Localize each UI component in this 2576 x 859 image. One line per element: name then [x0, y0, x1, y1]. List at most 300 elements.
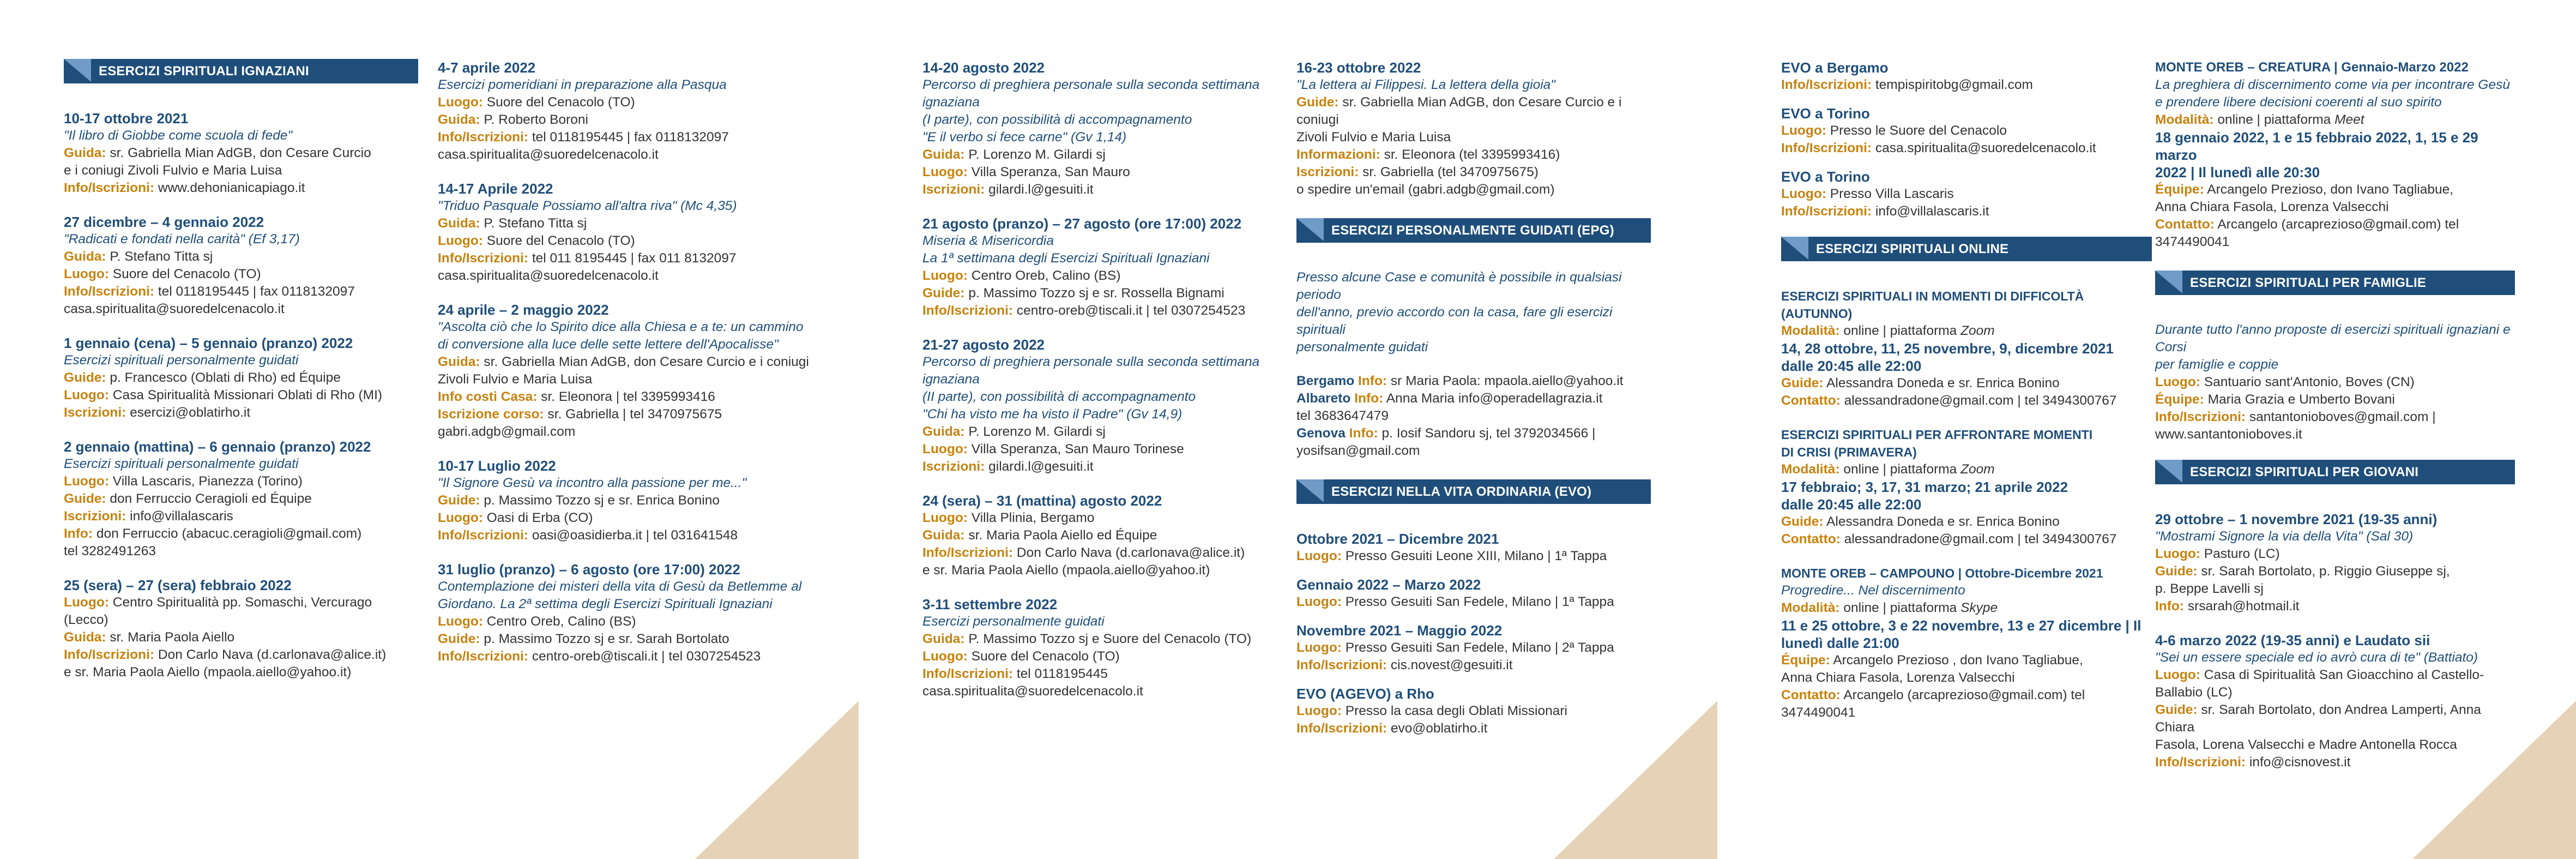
field-value: e i coniugi Zivoli Fulvio e Maria Luisa	[64, 163, 282, 178]
field-value: esercizi@oblatirho.it	[126, 405, 251, 420]
platform-name: Skype	[1960, 600, 1998, 615]
entry-title: MONTE OREB – CREATURA | Gennaio-Marzo 2022	[2155, 60, 2469, 75]
entry-title: 3-11 settembre 2022	[922, 596, 1058, 612]
entry-subtitle: "Il libro di Giobbe come scuola di fede"	[64, 128, 293, 143]
field-label: Luogo:	[438, 95, 483, 110]
entry-title: 14-20 agosto 2022	[922, 59, 1045, 76]
platform-name: Zoom	[1960, 323, 1995, 338]
entry-title: 1 gennaio (cena) – 5 gennaio (pranzo) 2022	[64, 335, 353, 351]
entry-subtitle: (II parte), con possibilità di accompagnamento	[922, 389, 1196, 404]
field-value: Suore del Cenacolo (TO)	[968, 649, 1120, 664]
field-value: e sr. Maria Paola Aiello (mpaola.aiello@yahoo.it)	[922, 563, 1210, 578]
field-value: Santuario sant'Antonio, Boves (CN)	[2200, 375, 2415, 389]
entry-subtitle: Esercizi pomeridiani in preparazione alla Pasqua	[438, 77, 727, 92]
field-value: e sr. Maria Paola Aiello (mpaola.aiello@yahoo.it)	[64, 665, 352, 680]
field-value: don Ferruccio (abacuc.ceragioli@gmail.com)	[93, 526, 362, 541]
field-value: P. Stefano Titta sj	[106, 249, 213, 264]
field-value: Arcangelo Prezioso, don Ivano Tagliabue,	[2204, 182, 2454, 197]
field-label: Info:	[64, 526, 93, 541]
field-value: srsarah@hotmail.it	[2184, 599, 2300, 614]
field-value: evo@oblatirho.it	[1387, 721, 1488, 736]
field-value: centro-oreb@tiscali.it | tel 0307254523	[528, 649, 761, 664]
field-label: Iscrizioni:	[1296, 165, 1359, 179]
entry-title: (AUTUNNO)	[1781, 307, 1853, 321]
city-label: Bergamo	[1296, 374, 1355, 388]
field-label: Guide:	[1781, 376, 1824, 391]
retreat-entry	[922, 59, 1293, 199]
field-value: tel 3683647479	[1296, 409, 1389, 423]
retreat-entry	[922, 596, 1293, 700]
entry-subtitle: Percorso di preghiera personale sulla seconda settimana ignaziana	[922, 77, 1260, 110]
column-5	[1781, 59, 2152, 738]
field-value: casa.spiritualita@suoredelcenacolo.it	[438, 147, 659, 162]
field-value: www.dehonianicapiago.it	[154, 181, 305, 195]
field-label: Luogo:	[64, 474, 109, 489]
section-header: ESERCIZI PERSONALMENTE GUIDATI (EPG)	[1296, 218, 1651, 243]
field-value: Arcangelo (arcaprezioso@gmail.com) tel 3474490041	[2155, 217, 2459, 249]
field-label: Informazioni:	[1296, 147, 1380, 162]
field-value: gilardi.l@gesuiti.it	[985, 459, 1094, 474]
entry-title: Ottobre 2021 – Dicembre 2021	[1296, 531, 1499, 547]
field-label: Info/Iscrizioni:	[64, 284, 155, 299]
entry-title: 24 aprile – 2 maggio 2022	[438, 302, 609, 318]
field-value: tel 0118195445 | fax 0118132097	[154, 284, 355, 299]
field-label: Luogo:	[1781, 123, 1826, 138]
field-label: Luogo:	[64, 388, 109, 403]
field-value: don Ferruccio Ceragioli ed Équipe	[106, 491, 312, 506]
field-label: Luogo:	[1296, 640, 1342, 655]
field-value: gilardi.l@gesuiti.it	[985, 182, 1094, 197]
field-value: Don Carlo Nava (d.carlonava@alice.it)	[154, 647, 387, 662]
entry-subtitle: personalmente guidati	[1296, 340, 1428, 355]
field-value: info@villalascaris.it	[1872, 204, 1989, 219]
field-label: Luogo:	[64, 267, 109, 281]
section-header: ESERCIZI SPIRITUALI PER FAMIGLIE	[2155, 271, 2515, 295]
field-label: Contatto:	[1781, 688, 1841, 702]
entry-title: 10-17 ottobre 2021	[64, 110, 189, 127]
field-value: casa.spiritualita@suoredelcenacolo.it	[1872, 141, 2096, 155]
retreat-entry	[1781, 168, 2152, 220]
field-label: Iscrizioni:	[922, 182, 985, 197]
field-value: Oasi di Erba (CO)	[483, 510, 593, 525]
field-value: Anna Maria info@operadellagrazia.it	[1383, 391, 1603, 406]
field-label: Luogo:	[438, 510, 483, 525]
field-value: online | piattaforma	[1839, 323, 1961, 338]
field-value: Presso Gesuiti San Fedele, Milano | 2ª Tappa	[1342, 640, 1614, 655]
field-label: Info costi Casa:	[438, 389, 538, 404]
field-value: Suore del Cenacolo (TO)	[109, 267, 261, 281]
field-label: Luogo:	[1296, 549, 1342, 563]
retreat-entry	[2155, 321, 2515, 443]
schedule: dalle 20:45 alle 22:00	[1781, 496, 1922, 513]
entry-title: EVO a Bergamo	[1781, 59, 1889, 76]
field-label: Info/Iscrizioni:	[64, 181, 155, 195]
field-value: sr Maria Paola: mpaola.aiello@yahoo.it	[1387, 374, 1624, 388]
platform-name: Zoom	[1960, 462, 1995, 477]
field-value: P. Lorenzo M. Gilardi sj	[964, 424, 1106, 439]
retreat-entry	[438, 561, 830, 665]
field-value: Anna Chiara Fasola, Lorenza Valsecchi	[1781, 670, 2015, 685]
field-value: p. Iosif Sandoru sj, tel 3792034566 |	[1378, 426, 1596, 441]
retreat-entry	[438, 301, 830, 441]
entry-subtitle: "Mostrami Signore la via della Vita" (Sal 30)	[2155, 529, 2414, 544]
retreat-entry	[1781, 105, 2152, 157]
field-label: Luogo:	[2155, 375, 2200, 389]
entry-title: EVO a Torino	[1781, 169, 1870, 185]
retreat-entry	[2155, 59, 2515, 251]
field-label: Info/Iscrizioni:	[64, 647, 155, 662]
schedule: dalle 20:45 alle 22:00	[1781, 358, 1922, 374]
field-value: Pasturo (LC)	[2200, 546, 2280, 561]
field-value: Alessandra Doneda e sr. Enrica Bonino	[1823, 376, 2060, 391]
field-label: Iscrizione corso:	[438, 407, 544, 422]
entry-title: 21-27 agosto 2022	[922, 337, 1045, 353]
field-label: Guida:	[64, 146, 106, 160]
entry-subtitle: e prendere libere decisioni coerenti al suo spirito	[2155, 95, 2442, 110]
field-value: sr. Gabriella Mian AdGB, don Cesare Curcio e i coniugi	[1296, 95, 1622, 127]
field-label: Info:	[2155, 599, 2185, 614]
field-label: Luogo:	[922, 165, 968, 179]
field-value: casa.spiritualita@suoredelcenacolo.it	[922, 684, 1143, 699]
field-label: Guida:	[64, 630, 106, 645]
retreat-entry	[438, 457, 830, 544]
field-value: sr. Gabriella (tel 3470975675)	[1359, 165, 1539, 179]
field-label: Guida:	[438, 112, 480, 127]
field-value: cis.novest@gesuiti.it	[1387, 658, 1513, 672]
field-value: Centro Oreb, Calino (BS)	[968, 268, 1121, 283]
field-value: online | piattaforma	[2213, 112, 2335, 127]
platform-name: Meet	[2334, 112, 2364, 127]
field-value: Suore del Cenacolo (TO)	[483, 233, 635, 248]
schedule: 14, 28 ottobre, 11, 25 novembre, 9, dicembre 2021	[1781, 340, 2114, 357]
field-value: tel 0118195445 | fax 0118132097	[528, 130, 729, 145]
field-value: casa.spiritualita@suoredelcenacolo.it	[64, 302, 285, 316]
field-label: Guide:	[922, 286, 965, 301]
field-value: tel 3282491263	[64, 544, 156, 558]
field-value: sr. Gabriella Mian AdGB, don Cesare Curcio	[106, 146, 371, 160]
field-value: Presso Gesuiti San Fedele, Milano | 1ª Tappa	[1342, 594, 1614, 609]
field-value: Presso le Suore del Cenacolo	[1826, 123, 2007, 138]
entry-title: Novembre 2021 – Maggio 2022	[1296, 622, 1503, 639]
field-label: Iscrizioni:	[64, 405, 126, 420]
column-1	[64, 59, 418, 698]
field-label: Guida:	[64, 249, 106, 264]
field-label: Luogo:	[922, 510, 968, 525]
field-label: Contatto:	[1781, 393, 1841, 408]
field-label: Info:	[1345, 426, 1378, 441]
field-value: p. Beppe Lavelli sj	[2155, 581, 2264, 596]
schedule: 11 e 25 ottobre, 3 e 22 novembre, 13 e 27 dicembre | Il	[1781, 617, 2141, 634]
field-label: Modalità:	[1781, 462, 1840, 477]
field-label: Info:	[1354, 374, 1387, 388]
field-label: Luogo:	[438, 614, 483, 629]
field-label: Guide:	[438, 493, 480, 508]
retreat-entry	[64, 334, 418, 422]
field-value: Villa Speranza, San Mauro	[968, 165, 1130, 179]
field-label: Info/Iscrizioni:	[922, 666, 1013, 681]
field-label: Info/Iscrizioni:	[1781, 77, 1872, 92]
entry-subtitle: Esercizi spirituali personalmente guidati	[64, 456, 299, 471]
field-label: Info/Iscrizioni:	[922, 545, 1013, 560]
field-label: Équipe:	[2155, 392, 2204, 407]
field-value: gabri.adgb@gmail.com	[438, 424, 576, 439]
field-label: Modalità:	[2155, 112, 2214, 127]
retreat-entry	[922, 336, 1293, 476]
entry-subtitle: "Triduo Pasquale Possiamo all'altra riva" (Mc 4,35)	[438, 199, 737, 213]
field-value: casa.spiritualita@suoredelcenacolo.it	[438, 268, 659, 283]
entry-subtitle: "Sei un essere speciale ed io avrò cura di te" (Battiato)	[2155, 650, 2478, 665]
retreat-entry	[2155, 510, 2515, 615]
retreat-entry	[1296, 576, 1651, 611]
entry-subtitle: "Radicati e fondati nella carità" (Ef 3,17)	[64, 232, 300, 247]
field-label: Info/Iscrizioni:	[1296, 721, 1387, 736]
field-label: Guida:	[922, 424, 965, 439]
field-value: info@cisnovest.it	[2246, 755, 2351, 770]
entry-title: 27 dicembre – 4 gennaio 2022	[64, 214, 264, 230]
section-header: ESERCIZI SPIRITUALI ONLINE	[1781, 237, 2152, 261]
field-value: p. Francesco (Oblati di Rho) ed Équipe	[106, 370, 341, 385]
entry-subtitle: (I parte), con possibilità di accompagnamento	[922, 112, 1192, 127]
entry-subtitle: di conversione alla luce delle sette lettere dell'Apocalisse"	[438, 337, 779, 352]
field-label: Guide:	[1781, 514, 1824, 529]
field-value: Maria Grazia e Umberto Bovani	[2204, 392, 2395, 407]
field-value: Villa Plinia, Bergamo	[968, 510, 1095, 525]
field-label: Guida:	[922, 528, 965, 543]
field-value: online | piattaforma	[1839, 600, 1961, 615]
entry-title: 25 (sera) – 27 (sera) febbraio 2022	[64, 577, 292, 593]
retreat-entry	[2155, 632, 2515, 771]
field-label: Guida:	[922, 147, 965, 162]
field-label: Luogo:	[1296, 704, 1342, 718]
field-value: oasi@oasidierba.it | tel 031641548	[528, 528, 738, 543]
field-value: Suore del Cenacolo (TO)	[483, 95, 635, 110]
section-intro	[1296, 269, 1651, 356]
retreat-entry	[1781, 59, 2152, 94]
field-value: sr. Gabriella | tel 3470975675	[544, 407, 722, 422]
field-label: Guide:	[64, 370, 106, 385]
retreat-entry	[1781, 564, 2152, 722]
field-label: Luogo:	[438, 233, 483, 248]
field-value: Casa di Spiritualità San Gioacchino al Castello-Ballabio (LC)	[2155, 668, 2484, 700]
field-value: santantonioboves@gmail.com |	[2246, 410, 2436, 424]
field-value: sr. Maria Paola Aiello	[106, 630, 235, 645]
field-label: Info/Iscrizioni:	[438, 130, 529, 145]
field-value: www.santantonioboves.it	[2155, 427, 2302, 442]
field-label: Luogo:	[1296, 594, 1342, 609]
field-label: Guida:	[922, 632, 965, 646]
entry-title: 14-17 Aprile 2022	[438, 181, 553, 197]
field-value: sr. Eleonora (tel 3395993416)	[1380, 147, 1560, 162]
entry-subtitle: Presso alcune Case e comunità è possibile in qualsiasi periodo	[1296, 270, 1622, 302]
field-label: Guide:	[1296, 95, 1339, 110]
field-label: Guide:	[2155, 564, 2198, 579]
field-value: tempispiritobg@gmail.com	[1872, 77, 2033, 92]
entry-subtitle: Contemplazione dei misteri della vita di Gesù da Betlemme al	[438, 579, 802, 594]
field-label: Équipe:	[1781, 653, 1830, 668]
field-label: Contatto:	[2155, 217, 2215, 232]
field-label: Info/Iscrizioni:	[2155, 755, 2246, 770]
field-value: Zivoli Fulvio e Maria Luisa	[1296, 130, 1451, 145]
field-label: Info/Iscrizioni:	[438, 251, 529, 266]
entry-title: 21 agosto (pranzo) – 27 agosto (ore 17:00) 2022	[922, 215, 1242, 232]
entry-subtitle: per famiglie e coppie	[2155, 357, 2279, 372]
entry-title: EVO a Torino	[1781, 105, 1870, 122]
field-value: Presso la casa degli Oblati Missionari	[1342, 704, 1567, 718]
retreat-entry	[1296, 373, 1651, 460]
retreat-entry	[438, 180, 830, 285]
entry-subtitle: Miseria & Misericordia	[922, 233, 1054, 248]
field-value: P. Roberto Boroni	[480, 112, 588, 127]
field-value: Centro Oreb, Calino (BS)	[483, 614, 636, 629]
panel-1	[0, 0, 859, 859]
field-label: Info/Iscrizioni:	[1781, 141, 1872, 155]
field-value: tel 011 8195445 | fax 011 8132097	[528, 251, 737, 266]
entry-title: 10-17 Luglio 2022	[438, 458, 556, 474]
city-label: Genova	[1296, 426, 1346, 441]
field-label: Guide:	[438, 632, 480, 646]
field-value: Presso Villa Lascaris	[1826, 187, 1954, 201]
entry-title: 4-7 aprile 2022	[438, 59, 536, 76]
field-value: online | piattaforma	[1839, 462, 1961, 477]
entry-subtitle: Esercizi personalmente guidati	[922, 614, 1105, 629]
retreat-entry	[438, 59, 830, 164]
field-label: Luogo:	[922, 442, 968, 456]
field-value: P. Massimo Tozzo sj e Suore del Cenacolo (TO)	[964, 632, 1252, 646]
entry-subtitle: La 1ª settimana degli Esercizi Spirituali Ignaziani	[922, 251, 1210, 266]
field-label: Info/Iscrizioni:	[1781, 204, 1872, 219]
field-label: Info/Iscrizioni:	[1296, 658, 1387, 672]
entry-subtitle: Giordano. La 2ª settima degli Esercizi Spirituali Ignaziani	[438, 597, 773, 611]
retreat-entry	[1781, 287, 2152, 410]
field-value: P. Lorenzo M. Gilardi sj	[964, 147, 1106, 162]
field-value: Fasola, Lorena Valsecchi e Madre Antonella Rocca	[2155, 737, 2457, 752]
entry-title: Gennaio 2022 – Marzo 2022	[1296, 576, 1481, 593]
retreat-entry	[1296, 685, 1651, 737]
field-value: alessandradone@gmail.com | tel 3494300767	[1840, 532, 2117, 546]
field-label: Info/Iscrizioni:	[438, 649, 529, 664]
entry-subtitle: "E il verbo si fece carne" (Gv 1,14)	[922, 130, 1127, 145]
entry-subtitle: La preghiera di discernimento come via per incontrare Gesù	[2155, 77, 2510, 92]
field-value: centro-oreb@tiscali.it | tel 0307254523	[1013, 303, 1246, 318]
entry-title: 4-6 marzo 2022 (19-35 anni) e Laudato sii	[2155, 632, 2430, 648]
field-value: Arcangelo (arcaprezioso@gmail.com) tel 3474490041	[1781, 688, 2085, 720]
entry-subtitle: dell'anno, previo accordo con la casa, fare gli esercizi spirituali	[1296, 305, 1613, 337]
retreat-entry	[64, 213, 418, 318]
entry-subtitle: "Chi ha visto me ha visto il Padre" (Gv 14,9)	[922, 407, 1183, 422]
field-label: Contatto:	[1781, 532, 1841, 546]
field-label: Modalità:	[1781, 600, 1840, 615]
entry-title: ESERCIZI SPIRITUALI IN MOMENTI DI DIFFICOLTÀ	[1781, 289, 2084, 303]
field-value: p. Massimo Tozzo sj e sr. Rossella Bignami	[964, 286, 1224, 301]
column-2	[438, 59, 830, 682]
schedule: 2022 | Il lunedì alle 20:30	[2155, 164, 2320, 181]
field-label: Guida:	[438, 216, 480, 231]
retreat-entry	[1296, 622, 1651, 674]
field-value: o spedire un'email (gabri.adgb@gmail.com)	[1296, 182, 1555, 197]
retreat-entry	[1296, 59, 1651, 199]
field-label: Iscrizioni:	[922, 459, 985, 474]
field-value: info@villalascaris	[126, 509, 233, 524]
field-value: Villa Lascaris, Pianezza (Torino)	[109, 474, 303, 489]
field-value: sr. Gabriella Mian AdGB, don Cesare Curcio e i coniugi	[480, 355, 809, 369]
entry-subtitle: Durante tutto l'anno proposte di esercizi spirituali ignaziani e Corsi	[2155, 322, 2511, 355]
column-6	[2155, 59, 2515, 788]
field-value: Casa Spiritualità Missionari Oblati di Rho (MI)	[109, 388, 383, 403]
field-label: Guide:	[64, 491, 106, 506]
panel-2	[859, 0, 1717, 859]
field-value: Zivoli Fulvio e Maria Luisa	[438, 372, 593, 387]
entry-subtitle: Progredire... Nel discernimento	[1781, 583, 1965, 598]
entry-title: EVO (AGEVO) a Rho	[1296, 686, 1434, 702]
section-header: ESERCIZI NELLA VITA ORDINARIA (EVO)	[1296, 479, 1651, 504]
field-label: Luogo:	[2155, 546, 2200, 561]
entry-title: DI CRISI (PRIMAVERA)	[1781, 445, 1917, 459]
field-label: Guide:	[2155, 702, 2198, 717]
field-value: Presso Gesuiti Leone XIII, Milano | 1ª Tappa	[1342, 549, 1607, 563]
field-value: sr. Sarah Bortolato, don Andrea Lamperti, Anna Chiara	[2155, 702, 2481, 735]
field-value: Anna Chiara Fasola, Lorenza Valsecchi	[2155, 200, 2389, 214]
retreat-entry	[1781, 426, 2152, 548]
retreat-entry	[64, 110, 418, 197]
entry-title: 16-23 ottobre 2022	[1296, 59, 1421, 76]
field-value: Don Carlo Nava (d.carlonava@alice.it)	[1013, 545, 1245, 560]
city-label: Albareto	[1296, 391, 1351, 406]
field-value: Alessandra Doneda e sr. Enrica Bonino	[1823, 514, 2060, 529]
field-label: Équipe:	[2155, 182, 2204, 197]
field-label: Guida:	[438, 355, 480, 369]
field-label: Iscrizioni:	[64, 509, 126, 524]
retreat-entry	[922, 215, 1293, 320]
entry-title: 31 luglio (pranzo) – 6 agosto (ore 17:00) 2022	[438, 561, 740, 578]
field-label: Luogo:	[2155, 668, 2200, 682]
section-header: ESERCIZI SPIRITUALI PER GIOVANI	[2155, 460, 2515, 484]
panel-3	[1717, 0, 2576, 859]
field-label: Modalità:	[1781, 323, 1840, 338]
entry-subtitle: Percorso di preghiera personale sulla seconda settimana ignaziana	[922, 355, 1260, 387]
retreat-entry	[922, 492, 1293, 579]
retreat-entry	[64, 576, 418, 681]
entry-subtitle: "Il Signore Gesù va incontro alla passione per me..."	[438, 476, 747, 490]
field-value: sr. Eleonora | tel 3395993416	[537, 389, 715, 404]
schedule: 18 gennaio 2022, 1 e 15 febbraio 2022, 1, 15 e 29 marzo	[2155, 129, 2478, 163]
column-4	[1296, 59, 1651, 754]
entry-subtitle: "Ascolta ciò che lo Spirito dice alla Chiesa e a te: un cammino	[438, 320, 804, 334]
field-value: Arcangelo Prezioso , don Ivano Tagliabue,	[1830, 653, 2083, 668]
field-value: sr. Maria Paola Aiello ed Équipe	[964, 528, 1157, 543]
field-value: Villa Speranza, San Mauro Torinese	[968, 442, 1184, 456]
entry-title: 2 gennaio (mattina) – 6 gennaio (pranzo) 2022	[64, 438, 371, 455]
field-label: Luogo:	[64, 595, 109, 610]
field-value: alessandradone@gmail.com | tel 3494300767	[1840, 393, 2117, 408]
field-value: sr. Sarah Bortolato, p. Riggio Giuseppe sj,	[2197, 564, 2450, 579]
field-label: Info/Iscrizioni:	[2155, 410, 2246, 424]
entry-title: ESERCIZI SPIRITUALI PER AFFRONTARE MOMENTI	[1781, 428, 2093, 442]
entry-title: MONTE OREB – CAMPOUNO | Ottobre-Dicembre 2021	[1781, 566, 2103, 580]
retreat-entry	[1296, 530, 1651, 565]
retreat-entry	[64, 438, 418, 560]
field-label: Luogo:	[1781, 187, 1826, 201]
entry-title: 24 (sera) – 31 (mattina) agosto 2022	[922, 492, 1162, 509]
field-value: p. Massimo Tozzo sj e sr. Sarah Bortolato	[480, 632, 729, 646]
section-header: ESERCIZI SPIRITUALI IGNAZIANI	[64, 59, 418, 83]
field-value: P. Stefano Titta sj	[480, 216, 587, 231]
field-value: Centro Spiritualità pp. Somaschi, Vercurago (Lecco)	[64, 595, 372, 627]
field-value: tel 0118195445	[1013, 666, 1108, 681]
field-value: p. Massimo Tozzo sj e sr. Enrica Bonino	[480, 493, 720, 508]
field-label: Luogo:	[922, 649, 968, 664]
field-label: Info:	[1350, 391, 1384, 406]
field-value: yosifsan@gmail.com	[1296, 443, 1420, 458]
